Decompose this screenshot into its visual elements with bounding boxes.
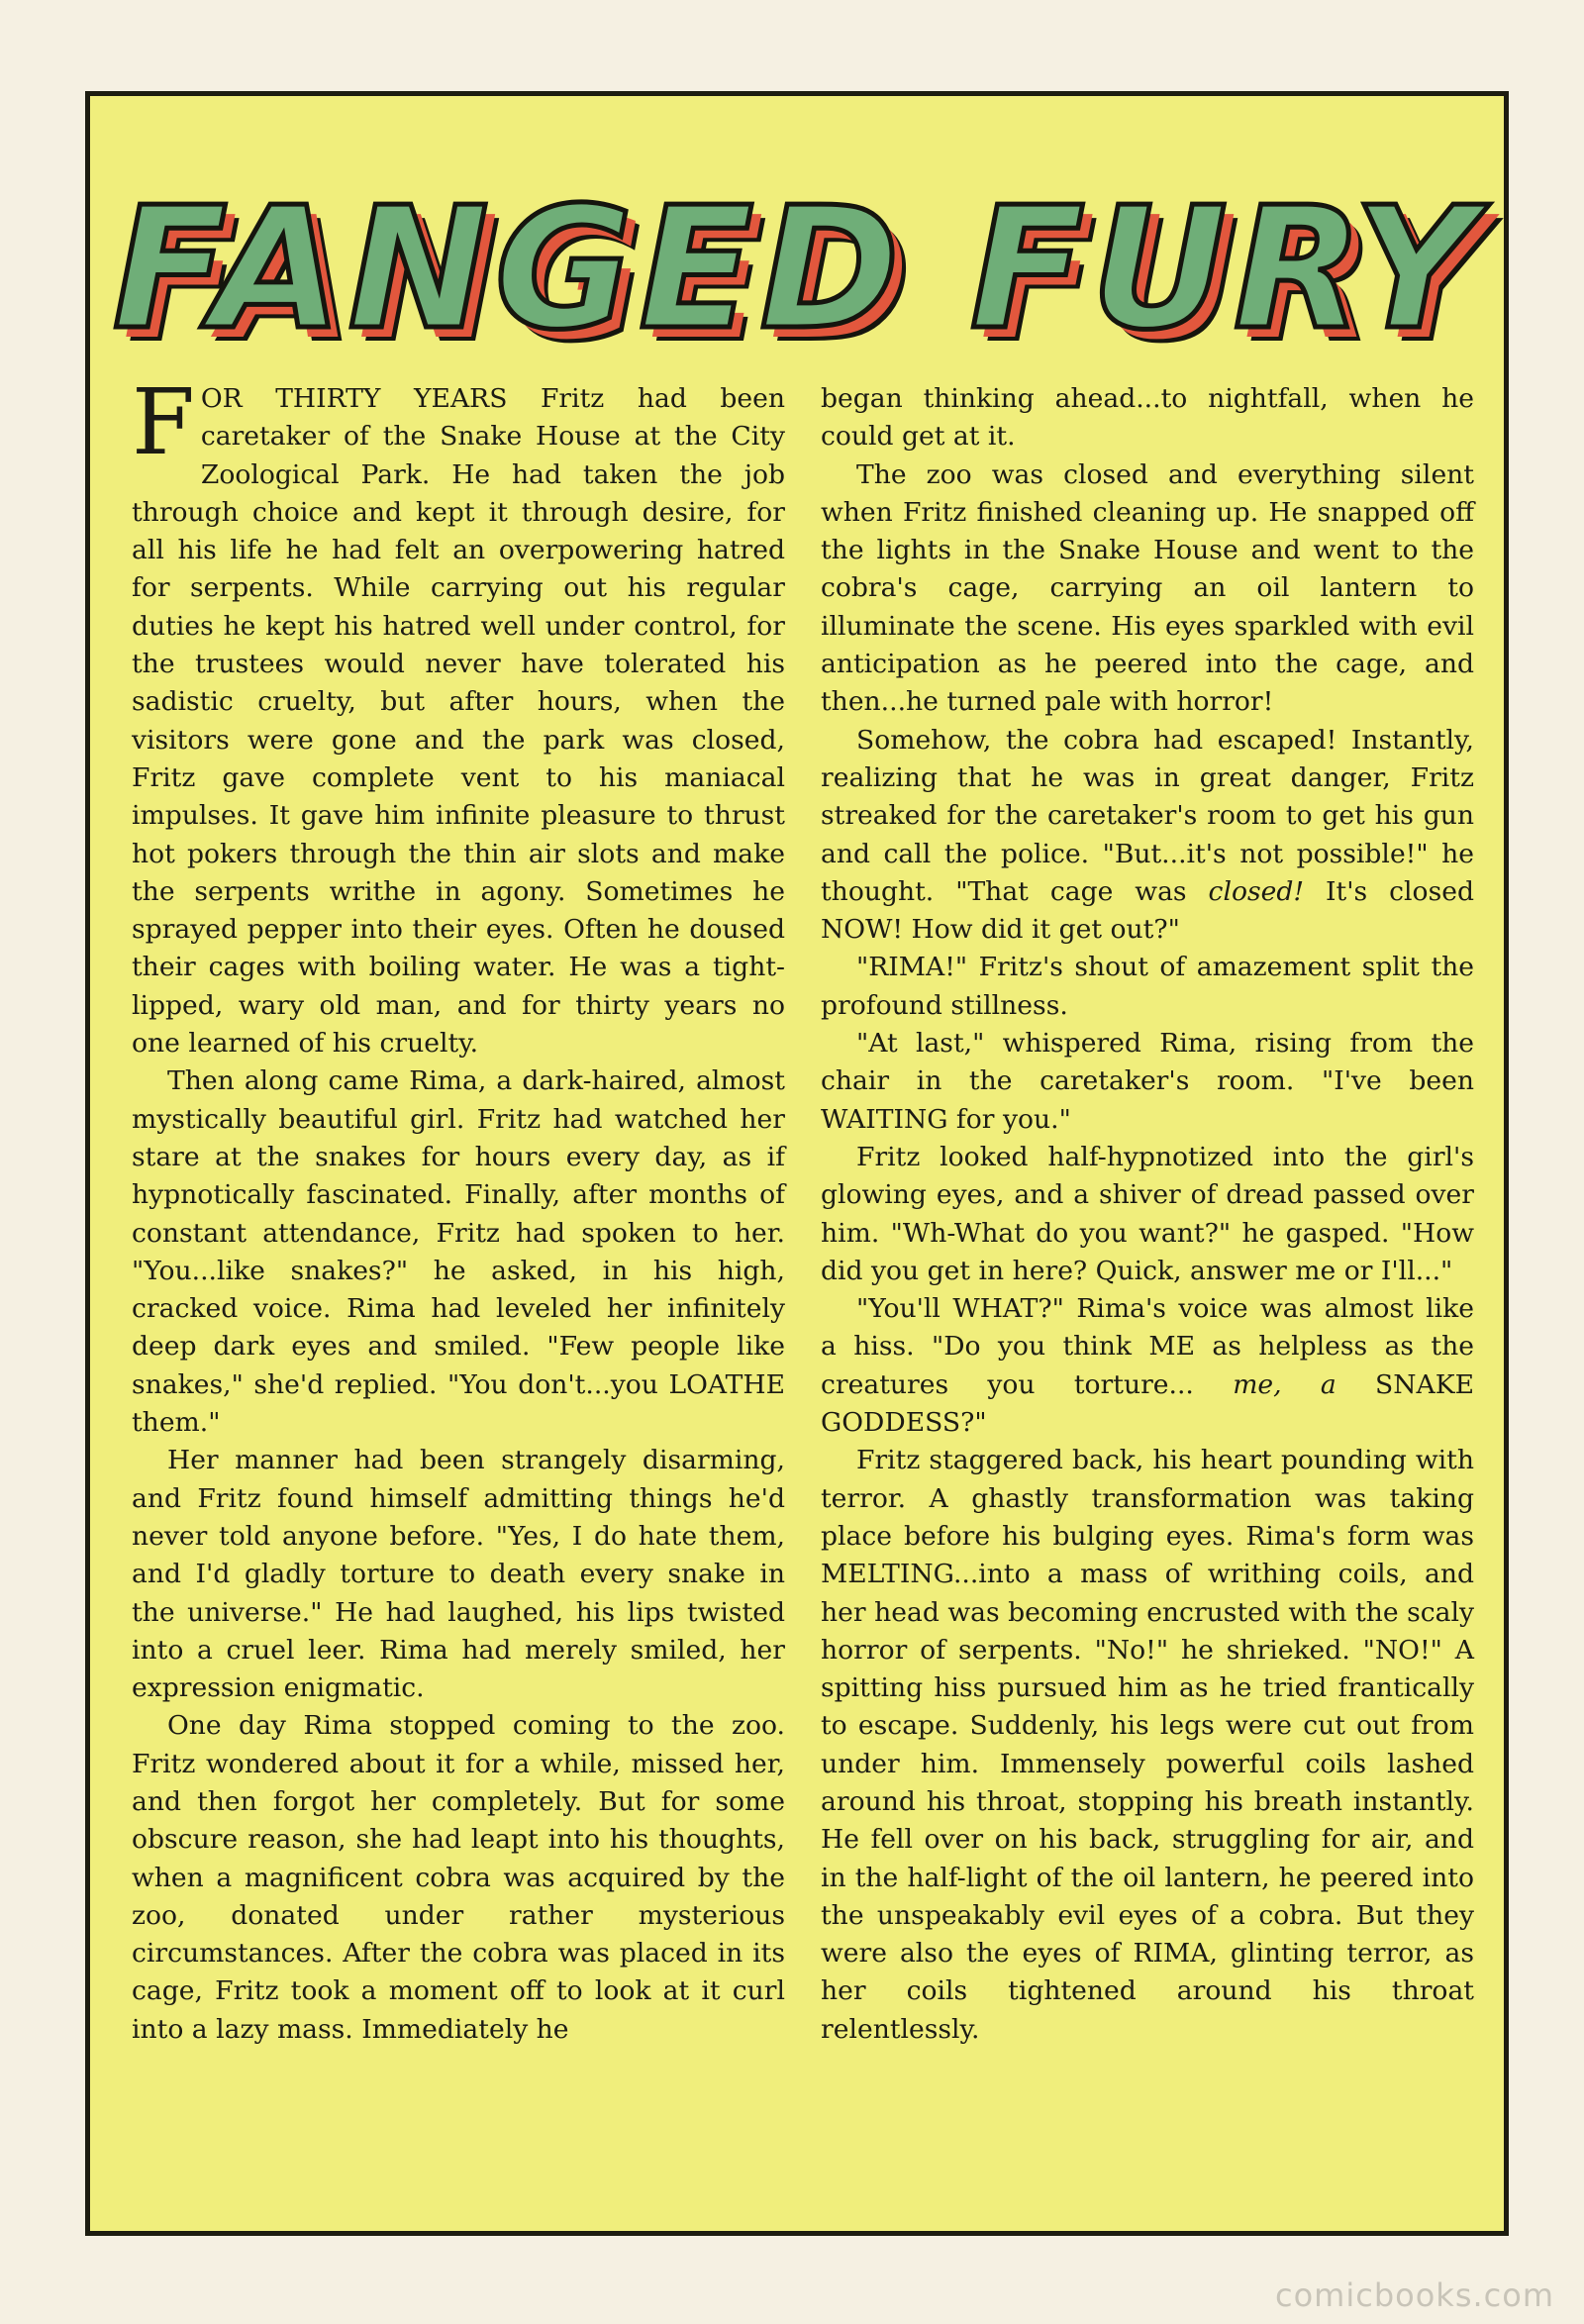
paragraph-9: "At last," whispered Rima, rising from the chair in the caretaker's room. "I've been WAITING for you." xyxy=(821,1028,1474,1135)
paragraph-8: "RIMA!" Fritz's shout of amazement split the profound stillness. xyxy=(821,952,1474,1021)
paragraph-6: The zoo was closed and everything silent when Fritz finished cleaning up. He snapped off the lights in the Snake House and went to the cobra's cage, carrying an oil lantern to illuminate the scene. His eyes sparkled with evil anticipation as he peered into the cage, and then...he turned pale with horror! xyxy=(821,458,1474,718)
title-banner xyxy=(90,136,1504,403)
paragraph-7-emphasis: closed! xyxy=(1208,875,1305,907)
paragraph-3: Her manner had been strangely disarming, and Fritz found himself admitting things he'd never told anyone before. "Yes, I do hate them, and I'd gladly torture to death every snake in the universe." He had laughed, his lips twisted into a cruel leer. Rima had merely smiled, her expression enigmatic. xyxy=(132,1445,785,1704)
right-column xyxy=(821,380,1474,2212)
story-panel xyxy=(85,91,1509,2236)
paragraph-5: began thinking ahead...to nightfall, when he could get at it. xyxy=(821,383,1474,453)
story-title: FANGED FURY xyxy=(112,171,1482,367)
drop-cap: F xyxy=(132,369,195,475)
left-column xyxy=(132,369,785,2212)
paragraph-7 xyxy=(821,722,1474,950)
paragraph-11 xyxy=(821,1290,1474,1442)
paragraph-11-text-a: "You'll WHAT?" Rima's voice was almost like a hiss. "Do you think ME as helpless as the creatures you torture... xyxy=(821,1293,1474,1400)
paragraph-1 xyxy=(132,369,785,1062)
paragraph-11-text-b: SNAKE GODDESS?" xyxy=(821,1368,1475,1439)
paragraph-1-text: OR THIRTY YEARS Fritz had been caretaker of the Snake House at the City Zoological Park. He had taken the job through choice and kept it through desire, for all his life he had felt an overpowering hatred for serpents. While carrying out his regular duties he kept his hatred well under control, for the trustees would never have tolerated his sadistic cruelty, but after hours, when the visitors were gone and the park was closed, Fritz gave complete vent to his maniacal impulses. It gave him infinite pleasure to thrust hot pokers through the thin air slots and make the serpents writhe in agony. Sometimes he sprayed pepper into their eyes. Often he doused their cages with boiling water. He was a tight-lipped, wary old man, and for thirty years no one learned of his cruelty. xyxy=(132,383,785,1060)
paragraph-10: Fritz looked half-hypnotized into the girl's glowing eyes, and a shiver of dread passed over him. "Wh-What do you want?" he gasped. "How did you get in here? Quick, answer me or I'll..." xyxy=(821,1141,1474,1286)
paragraph-7-text-b: It's closed NOW! How did it get out?" xyxy=(821,875,1474,946)
paragraph-2: Then along came Rima, a dark-haired, almost mystically beautiful girl. Fritz had watched her stare at the snakes for hours every day, as if hypnotically fascinated. Finally, after months of constant attendance, Fritz had spoken to her. "You...like snakes?" he asked, in his high, cracked voice. Rima had leveled her infinitely deep dark eyes and smiled. "Few people like snakes," she'd replied. "You don't...you LOATHE them." xyxy=(132,1065,785,1439)
text-columns xyxy=(132,369,1475,2212)
paragraph-12: Fritz staggered back, his heart pounding with terror. A ghastly transformation was taking place before his bulging eyes. Rima's form was MELTING...into a mass of writhing coils, and her head was becoming encrusted with the scaly horror of serpents. "No!" he shrieked. "NO!" A spitting hiss pursued him as he tried frantically to escape. Suddenly, his legs were cut out from under him. Immensely powerful coils lashed around his throat, stopping his breath instantly. He fell over on his back, struggling for air, and in the half-light of the oil lantern, he peered into the unspeakably evil eyes of a cobra. But they were also the eyes of RIMA, glinting terror, as her coils tightened around his throat relentlessly. xyxy=(821,1445,1474,2045)
paragraph-11-emphasis: me, a xyxy=(1233,1368,1336,1400)
paragraph-4: One day Rima stopped coming to the zoo. Fritz wondered about it for a while, missed her, and then forgot her completely. But for some obscure reason, she had leapt into his thoughts, when a magnificent cobra was acquired by the zoo, donated under rather mysterious circumstances. After the cobra was placed in its cage, Fritz took a moment off to look at it curl into a lazy mass. Immediately he xyxy=(132,1710,785,2045)
watermark: comicbooks.com xyxy=(1274,2276,1554,2314)
paragraph-7-text-a: Somehow, the cobra had escaped! Instantly, realizing that he was in great danger, Fritz streaked for the caretaker's room to get his gun and call the police. "But...it's not possible!" he thought. "That cage was xyxy=(821,724,1474,907)
